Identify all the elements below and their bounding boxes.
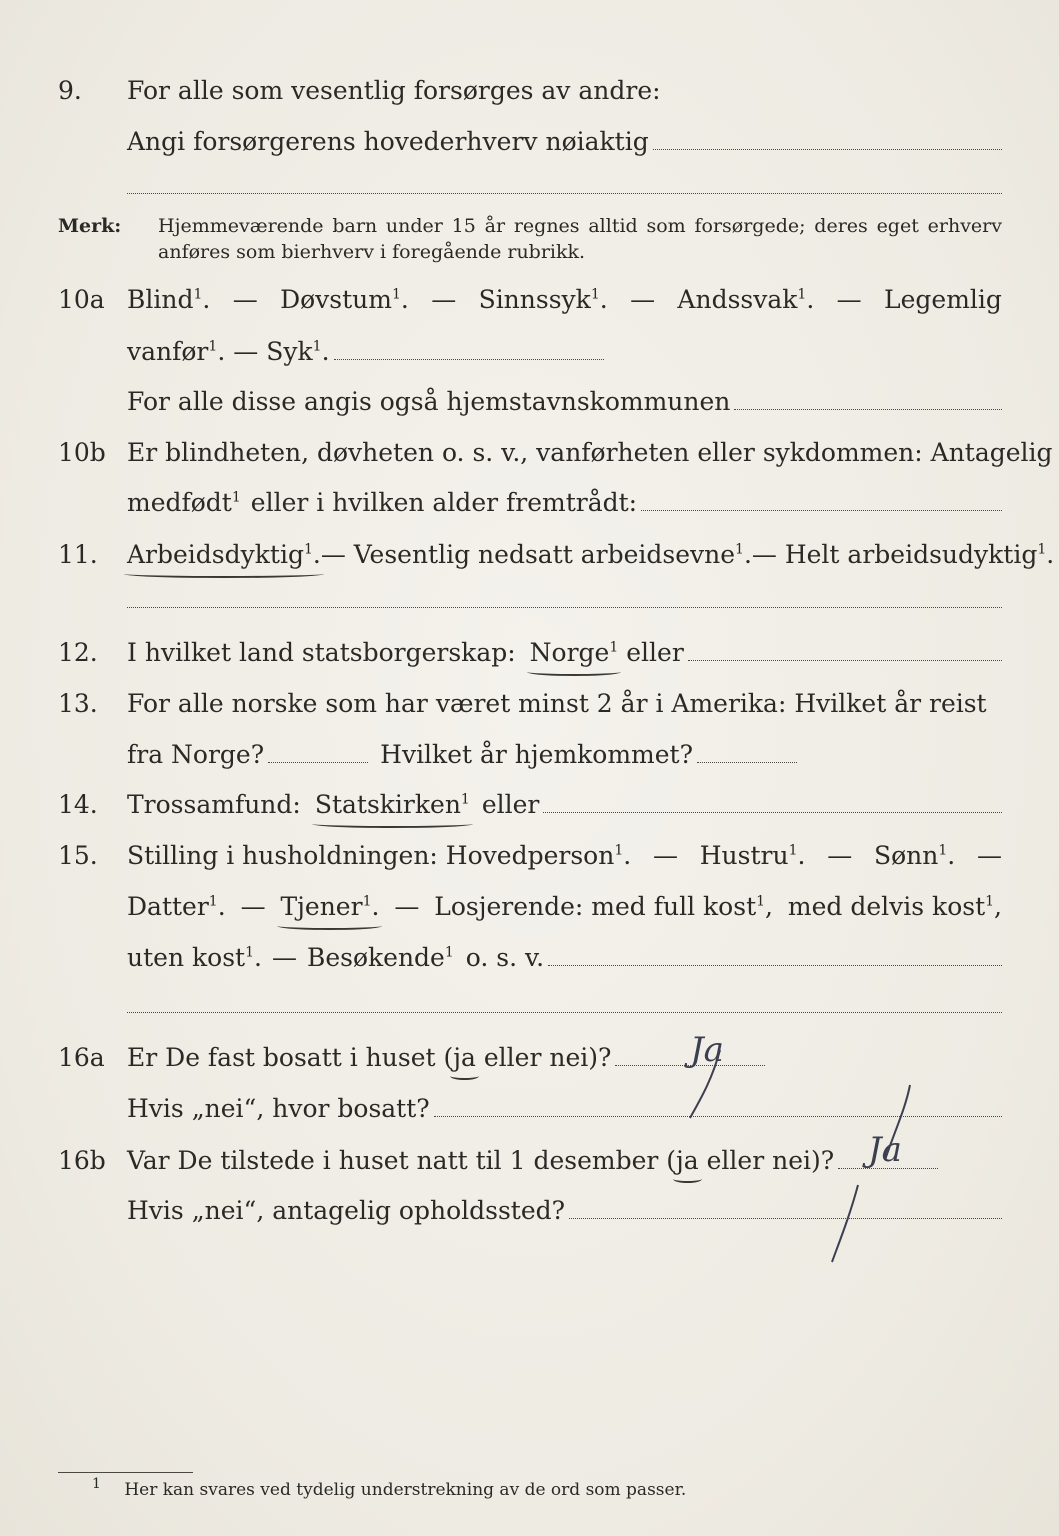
q16b-handwritten-answer: Ja (868, 1130, 902, 1170)
option-tjener[interactable]: Tjener$^1$. (280, 892, 380, 921)
q14-eller: eller (481, 790, 540, 819)
q16a-question: Er De fast bosatt i huset (ja eller nei)? (127, 1043, 612, 1072)
q14-label: Trossamfund: (127, 790, 301, 819)
q16a-ja-underlined[interactable]: ja (453, 1043, 476, 1072)
option-blind[interactable]: Blind$^1$. (127, 285, 211, 314)
q16b-ja-underlined[interactable]: ja (676, 1146, 699, 1175)
option-uten-kost[interactable]: uten kost$^1$. (127, 943, 262, 972)
q12-number: 12. (58, 638, 98, 667)
merk-text-2: anføres som bierhverv i foregående rubrikk. (158, 241, 586, 263)
option-legemlig[interactable]: Legemlig (884, 285, 1002, 314)
option-hovedperson[interactable]: Stilling i husholdningen: Hovedperson$^1$. (127, 841, 632, 870)
q15-line2: Datter$^1$. — Tjener$^1$. — Losjerende: med full kost$^1$, med delvis kost$^1$, (127, 892, 1002, 921)
q16a-number: 16a (58, 1043, 105, 1072)
option-andssvak[interactable]: Andssvak$^1$. (677, 285, 815, 314)
q15-line3: uten kost$^1$. — Besøkende$^1$ o. s. v. (127, 943, 1002, 973)
q13-returned-label: Hvilket år hjemkommet? (380, 740, 694, 769)
q13-left-label: fra Norge? (127, 740, 265, 769)
q10a-line1: Blind$^1$. — Døvstum$^1$. — Sinnssyk$^1$. — Andssvak$^1$. — Legemlig (127, 285, 1002, 314)
q10a-hometown-label: For alle disse angis også hjemstavnskommunen (127, 387, 731, 416)
q16b-stay-label: Hvis „nei“, antagelig opholdssted? (127, 1196, 566, 1225)
q15-number: 15. (58, 841, 98, 870)
option-delvis-kost[interactable]: med delvis kost$^1$, (787, 892, 1002, 921)
q13-number: 13. (58, 689, 98, 718)
q16b-number: 16b (58, 1146, 106, 1175)
q10a-number: 10a (58, 285, 105, 314)
option-arbeidsdyktig[interactable]: Arbeidsdyktig$^1$. (127, 540, 321, 569)
q10b-question: Er blindheten, døvheten o. s. v., vanførheten eller sykdommen: Antagelig (127, 438, 1053, 467)
footnote (92, 1478, 686, 1502)
q12-question: I hvilket land statsborgerskap: (127, 638, 516, 667)
q9-number: 9. (58, 76, 82, 105)
option-medfodt[interactable]: medfødt$^1$ (127, 488, 241, 517)
footnote-mark: 1 (92, 1476, 101, 1493)
q16a-where-label: Hvis „nei“, hvor bosatt? (127, 1094, 430, 1123)
q16a-handwritten-answer: Ja (690, 1030, 724, 1070)
option-hustru[interactable]: Hustru$^1$. (699, 841, 806, 870)
option-arbeidsudyktig[interactable]: — Helt arbeidsudyktig$^1$. (751, 540, 1055, 569)
q10b-age-label: eller i hvilken alder fremtrådt: (250, 488, 638, 517)
q13-question: For alle norske som har været minst 2 år i Amerika: Hvilket år reist (127, 689, 987, 718)
option-full-kost[interactable]: Losjerende: med full kost$^1$, (434, 892, 773, 921)
q9-provider-occupation-label: Angi forsørgerens hovederhverv nøiaktig (127, 127, 649, 156)
q15-line1: Stilling i husholdningen: Hovedperson$^1$. — Hustru$^1$. — Sønn$^1$. — (127, 841, 1002, 870)
q14-number: 14. (58, 790, 98, 819)
option-dovstum[interactable]: Døvstum$^1$. (280, 285, 409, 314)
option-statskirken[interactable]: Statskirken$^1$ (314, 790, 470, 819)
merk-label: Merk: (58, 215, 122, 237)
q10a-line2: vanfør$^1$. — Syk$^1$. (127, 337, 1002, 367)
q11-number: 11. (58, 540, 98, 569)
footnote-rule (58, 1472, 193, 1473)
option-sonn[interactable]: Sønn$^1$. (873, 841, 956, 870)
option-syk[interactable]: Syk$^1$. (266, 337, 330, 366)
q9-question: For alle som vesentlig forsørges av andre: (127, 76, 661, 105)
option-nedsatt-arbeidsevne[interactable]: — Vesentlig nedsatt arbeidsevne$^1$. (320, 540, 752, 569)
q12-eller: eller (626, 638, 684, 667)
option-vanfor[interactable]: vanfør$^1$. (127, 337, 226, 366)
merk-text-1: Hjemmeværende barn under 15 år regnes alltid som forsørgede; deres eget erhverv (158, 215, 1002, 237)
q15-osv: o. s. v. (465, 943, 545, 972)
footnote-text: Her kan svares ved tydelig understrekning av de ord som passer. (124, 1480, 687, 1500)
q10b-number: 10b (58, 438, 106, 467)
option-besokende[interactable]: Besøkende$^1$ (306, 943, 454, 972)
option-datter[interactable]: Datter$^1$. (127, 892, 226, 921)
option-norge[interactable]: Norge$^1$ (529, 638, 619, 667)
option-sinnssyk[interactable]: Sinnssyk$^1$. (478, 285, 608, 314)
q16b-question: Var De tilstede i huset natt til 1 desember (ja eller nei)? (127, 1146, 835, 1175)
